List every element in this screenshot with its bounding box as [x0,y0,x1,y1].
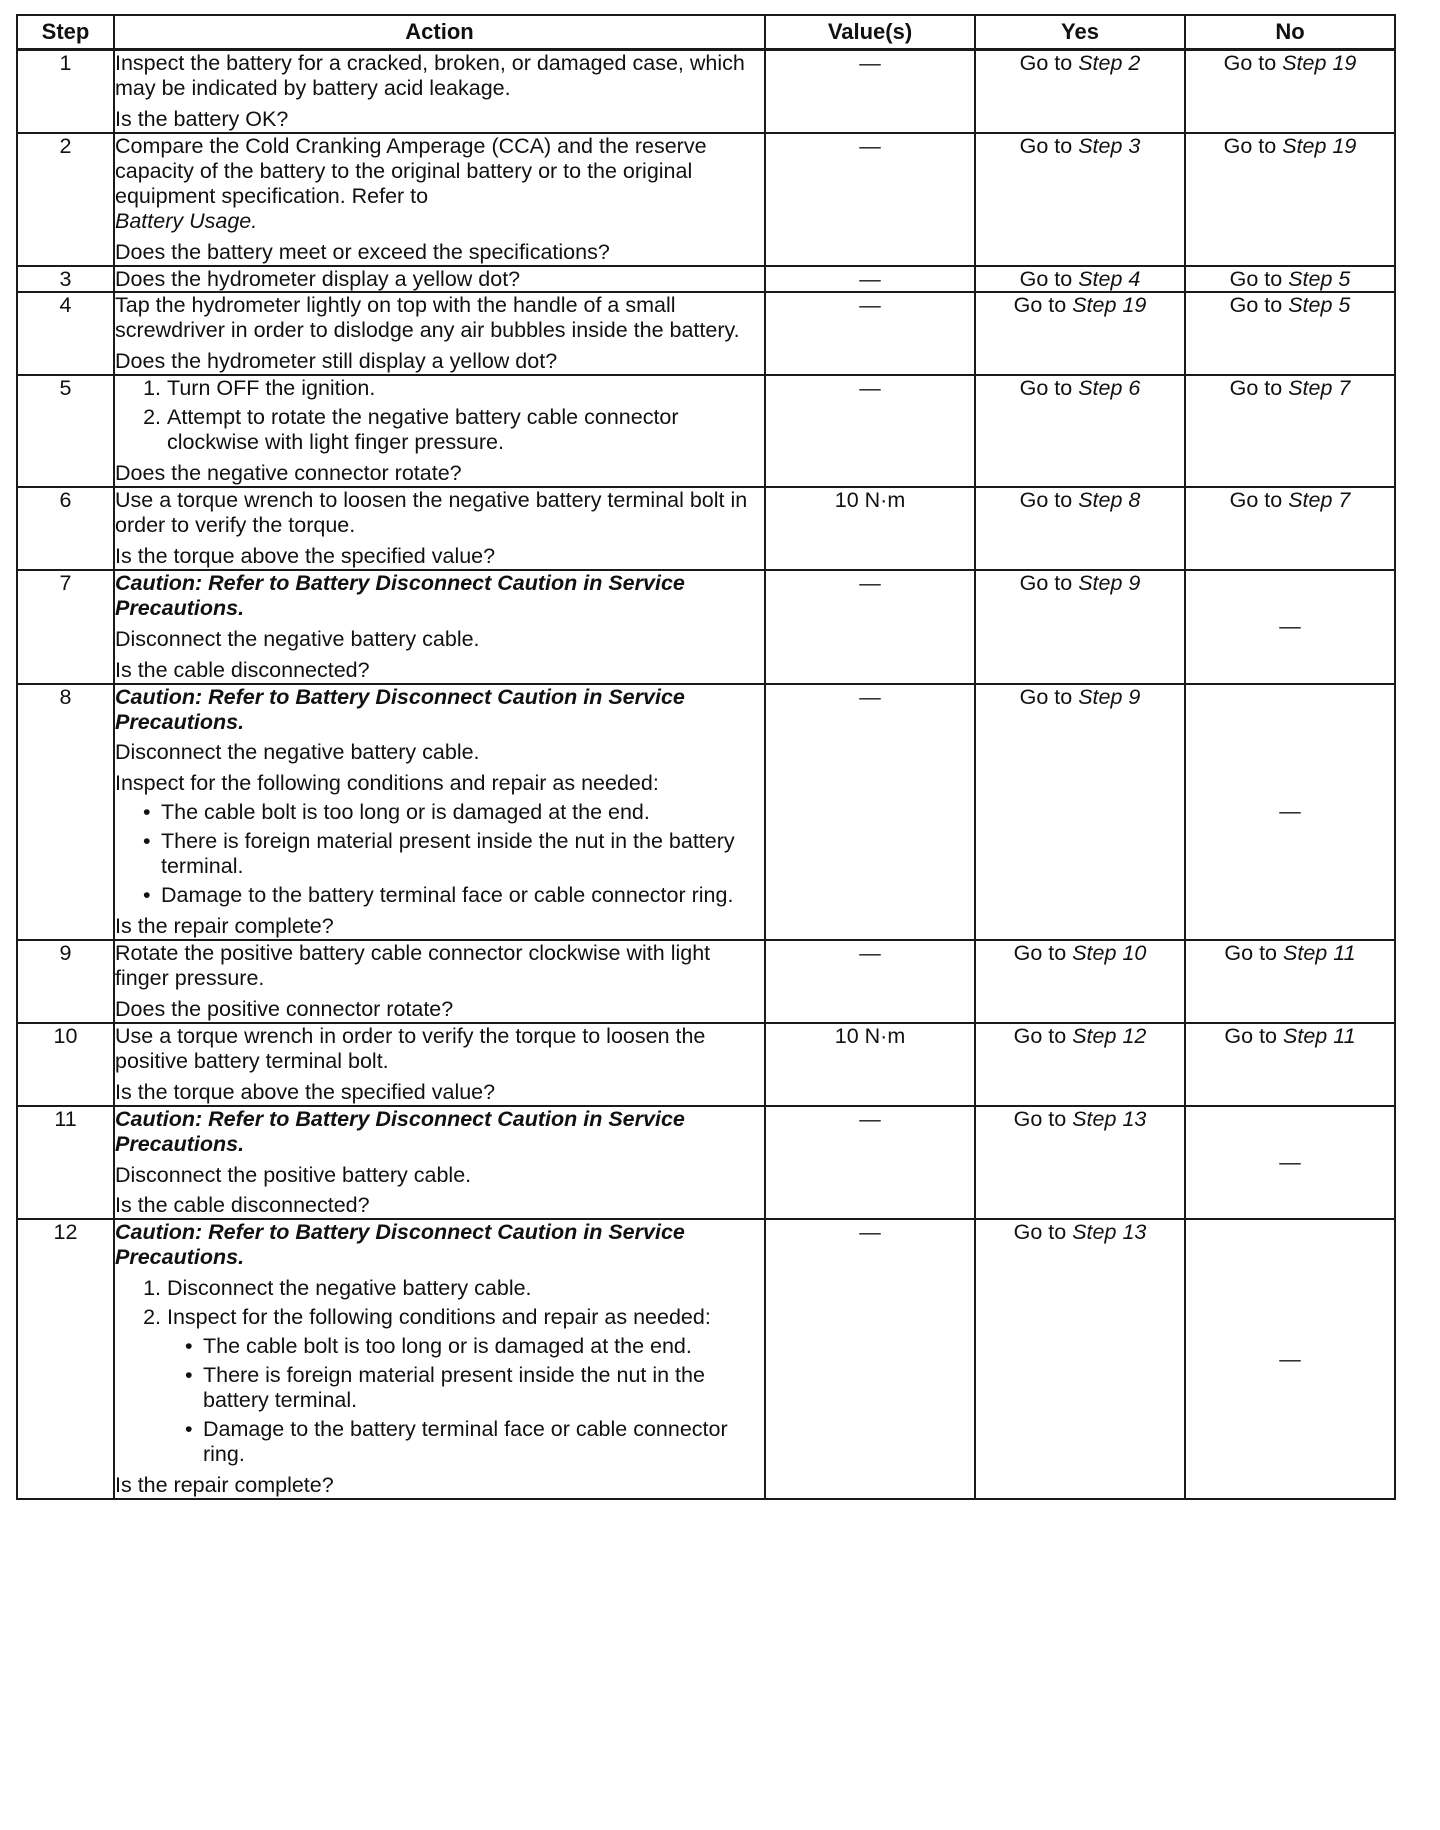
yes-cell [975,375,1185,487]
action-question: Is the cable disconnected? [115,657,370,682]
action-cell [114,940,765,1023]
header-no: No [1185,15,1395,50]
yes-cell [975,684,1185,940]
goto-step-word: Step [1078,51,1123,75]
action-question: Is the repair complete? [115,914,334,939]
value-cell: — [765,1219,975,1498]
action-text: Tap the hydrometer lightly on top with the handle of a small screwdriver in order to dislodge any air bubbles inside the battery. [115,293,740,343]
goto-prefix: Go to [1019,51,1073,75]
action-question: Is the torque above the specified value? [115,543,496,568]
goto-prefix: Go to [1019,684,1073,709]
table-row [17,50,1395,133]
goto-step-number: 3 [1128,133,1141,158]
goto-prefix: Go to [1229,266,1283,291]
action-text: Inspect the battery for a cracked, broken, or damaged case, which may be indicated by battery acid leakage. [115,51,745,100]
goto-step-word: Step [1072,1220,1117,1245]
table-row [17,487,1395,570]
goto-step-word: Step [1283,941,1328,965]
step-number: 2 [17,133,114,266]
no-cell: — [1185,1219,1395,1498]
goto-prefix: Go to [1224,941,1278,965]
goto-step-number: 13 [1122,1106,1147,1131]
action-cell [114,266,765,293]
no-cell: — [1185,1106,1395,1220]
goto-step-number: 9 [1128,684,1141,709]
action-text [115,134,764,234]
no-cell [1185,266,1395,293]
caution-note: Caution: Refer to Battery Disconnect Caution in Service Precautions. [115,1106,685,1156]
table-row [17,1219,1395,1498]
goto-step-word: Step [1072,941,1117,965]
goto-prefix: Go to [1013,941,1067,965]
goto-step-word: Step [1072,1106,1117,1131]
table-row [17,684,1395,940]
yes-cell [975,1106,1185,1220]
goto-link[interactable] [1224,134,1357,158]
action-question: Does the hydrometer display a yellow dot? [115,266,521,291]
action-cell [114,1023,765,1106]
value-cell: — [765,684,975,940]
table-row [17,940,1395,1023]
step-number: 11 [17,1106,114,1220]
no-cell [1185,50,1395,133]
action-question: Does the battery meet or exceed the specifications? [115,239,610,264]
goto-step-word: Step [1078,684,1123,709]
action-cell [114,292,765,375]
goto-step-word: Step [1078,570,1123,595]
step-number: 9 [17,940,114,1023]
goto-link[interactable] [1020,267,1141,291]
table-row [17,1023,1395,1106]
reference-link[interactable]: Battery Usage. [115,208,258,233]
goto-link[interactable] [1014,1107,1147,1131]
goto-step-number: 7 [1338,376,1351,401]
goto-step-number: 8 [1128,488,1141,512]
action-text: Use a torque wrench in order to verify the torque to loosen the positive battery terminal bolt. [115,1023,706,1073]
caution-note: Caution: Refer to Battery Disconnect Caution in Service Precautions. [115,684,685,734]
action-text: Disconnect the negative battery cable. [115,626,480,651]
goto-prefix: Go to [1019,376,1073,401]
value-cell: — [765,1106,975,1220]
goto-link[interactable] [1230,267,1351,291]
goto-step-word: Step [1078,376,1123,401]
list-item: • The cable bolt is too long or is damaged at the end. [161,800,764,825]
action-text: Disconnect the negative battery cable. [115,740,480,765]
yes-cell [975,266,1185,293]
bullet-list [115,800,764,908]
no-cell [1185,292,1395,375]
no-cell: — [1185,684,1395,940]
table-row [17,292,1395,375]
goto-step-word: Step [1282,51,1327,75]
goto-step-number: 19 [1332,133,1357,158]
goto-link[interactable] [1020,685,1141,709]
goto-prefix: Go to [1019,570,1073,595]
goto-step-number: 5 [1338,293,1351,318]
goto-link[interactable] [1224,941,1355,965]
goto-link[interactable] [1224,1024,1355,1048]
goto-link[interactable] [1230,293,1351,317]
header-step: Step [17,15,114,50]
step-number: 10 [17,1023,114,1106]
goto-prefix: Go to [1223,51,1277,75]
value-cell: 10 N·m [765,487,975,570]
goto-step-word: Step [1078,133,1123,158]
value-cell: — [765,375,975,487]
no-cell [1185,375,1395,487]
header-action: Action [114,15,765,50]
goto-link[interactable] [1230,488,1351,512]
action-text: Inspect for the following conditions and repair as needed: [115,771,659,796]
yes-cell [975,292,1185,375]
value-cell: 10 N·m [765,1023,975,1106]
action-cell [114,375,765,487]
goto-prefix: Go to [1019,266,1073,291]
goto-link[interactable] [1224,51,1357,75]
numbered-list [115,1276,764,1467]
table-row [17,133,1395,266]
yes-cell [975,570,1185,684]
goto-step-word: Step [1072,1023,1117,1048]
no-cell [1185,1023,1395,1106]
step-number: 8 [17,684,114,940]
goto-step-number: 7 [1338,488,1351,512]
list-item: • There is foreign material present inside the nut in the battery terminal. [203,1363,764,1413]
goto-step-number: 12 [1122,1023,1147,1048]
goto-step-number: 6 [1128,376,1141,401]
list-item-text: Inspect for the following conditions and repair as needed: [167,1305,711,1330]
diagnostic-table [16,14,1396,1500]
action-question: Does the hydrometer still display a yellow dot? [115,349,558,374]
goto-step-word: Step [1282,133,1327,158]
value-cell: — [765,940,975,1023]
caution-note: Caution: Refer to Battery Disconnect Caution in Service Precautions. [115,1220,685,1270]
step-number: 5 [17,375,114,487]
action-cell [114,570,765,684]
goto-step-number: 19 [1122,293,1147,318]
action-question: Is the cable disconnected? [115,1193,370,1218]
table-row [17,266,1395,293]
action-cell [114,133,765,266]
value-cell: — [765,570,975,684]
goto-step-number: 13 [1122,1220,1147,1245]
action-cell [114,50,765,133]
step-number: 6 [17,487,114,570]
table-row [17,1106,1395,1220]
table-row [17,375,1395,487]
goto-prefix: Go to [1224,1023,1278,1048]
action-text: Disconnect the positive battery cable. [115,1162,472,1187]
goto-step-number: 5 [1338,266,1351,291]
goto-step-number: 19 [1332,51,1357,75]
list-item: • The cable bolt is too long or is damaged at the end. [203,1334,764,1359]
goto-link[interactable] [1014,1024,1147,1048]
goto-step-word: Step [1283,1023,1328,1048]
numbered-list [115,376,764,455]
table-row [17,570,1395,684]
action-text: Rotate the positive battery cable connector clockwise with light finger pressure. [115,941,711,990]
yes-cell [975,1219,1185,1498]
step-number: 1 [17,50,114,133]
caution-note: Caution: Refer to Battery Disconnect Caution in Service Precautions. [115,570,685,620]
goto-link[interactable] [1014,1220,1147,1244]
action-question: Does the positive connector rotate? [115,996,454,1021]
table-header-row [17,15,1395,50]
goto-link[interactable] [1020,571,1141,595]
action-question: Is the repair complete? [115,1472,334,1497]
step-number: 4 [17,292,114,375]
goto-step-word: Step [1078,488,1123,512]
goto-link[interactable] [1020,488,1141,512]
goto-prefix: Go to [1229,376,1283,401]
goto-step-number: 4 [1128,266,1141,291]
goto-step-word: Step [1078,266,1123,291]
goto-prefix: Go to [1223,133,1277,158]
yes-cell [975,1023,1185,1106]
goto-prefix: Go to [1013,293,1067,318]
step-number: 3 [17,266,114,293]
goto-prefix: Go to [1013,1220,1067,1245]
step-number: 12 [17,1219,114,1498]
goto-link[interactable] [1014,293,1147,317]
action-cell [114,1219,765,1498]
goto-step-number: 11 [1333,1023,1356,1048]
goto-link[interactable] [1020,376,1141,400]
goto-step-word: Step [1288,376,1333,401]
document-page [16,14,1394,1500]
no-cell [1185,487,1395,570]
goto-step-number: 2 [1128,51,1141,75]
action-text: Use a torque wrench to loosen the negative battery terminal bolt in order to verify the torque. [115,488,748,537]
action-cell [114,684,765,940]
value-cell: — [765,50,975,133]
list-item: • Damage to the battery terminal face or cable connector ring. [203,1417,764,1467]
goto-prefix: Go to [1229,293,1283,318]
step-number: 7 [17,570,114,684]
header-yes: Yes [975,15,1185,50]
no-cell: — [1185,570,1395,684]
goto-step-number: 10 [1122,941,1147,965]
yes-cell [975,50,1185,133]
goto-prefix: Go to [1013,1106,1067,1131]
goto-step-number: 11 [1333,941,1356,965]
goto-step-word: Step [1288,266,1333,291]
goto-step-word: Step [1072,293,1117,318]
header-values: Value(s) [765,15,975,50]
yes-cell [975,487,1185,570]
no-cell [1185,940,1395,1023]
list-item: • Damage to the battery terminal face or cable connector ring. [161,883,764,908]
goto-prefix: Go to [1019,133,1073,158]
yes-cell [975,133,1185,266]
goto-step-number: 9 [1128,570,1141,595]
list-item: 2. Attempt to rotate the negative battery cable connector clockwise with light finger pressure. [167,405,764,455]
list-item: 1. Turn OFF the ignition. [167,376,764,401]
action-question: Is the battery OK? [115,106,289,131]
goto-prefix: Go to [1019,488,1073,512]
list-item: • There is foreign material present inside the nut in the battery terminal. [161,829,764,879]
goto-link[interactable] [1014,941,1147,965]
goto-link[interactable] [1020,134,1141,158]
goto-link[interactable] [1020,51,1141,75]
yes-cell [975,940,1185,1023]
no-cell [1185,133,1395,266]
goto-step-word: Step [1288,293,1333,318]
bullet-list [167,1334,764,1467]
goto-step-word: Step [1288,488,1333,512]
action-cell [114,1106,765,1220]
value-cell: — [765,266,975,293]
list-item [167,1305,764,1467]
list-item: 1. Disconnect the negative battery cable. [167,1276,764,1301]
action-cell [114,487,765,570]
action-question: Does the negative connector rotate? [115,461,462,486]
action-text-main: Compare the Cold Cranking Amperage (CCA) and the reserve capacity of the battery to the original battery or to the original equipment specification. Refer to [115,133,707,208]
action-question: Is the torque above the specified value? [115,1079,496,1104]
value-cell: — [765,292,975,375]
goto-prefix: Go to [1013,1023,1067,1048]
goto-prefix: Go to [1229,488,1283,512]
value-cell: — [765,133,975,266]
goto-link[interactable] [1230,376,1351,400]
